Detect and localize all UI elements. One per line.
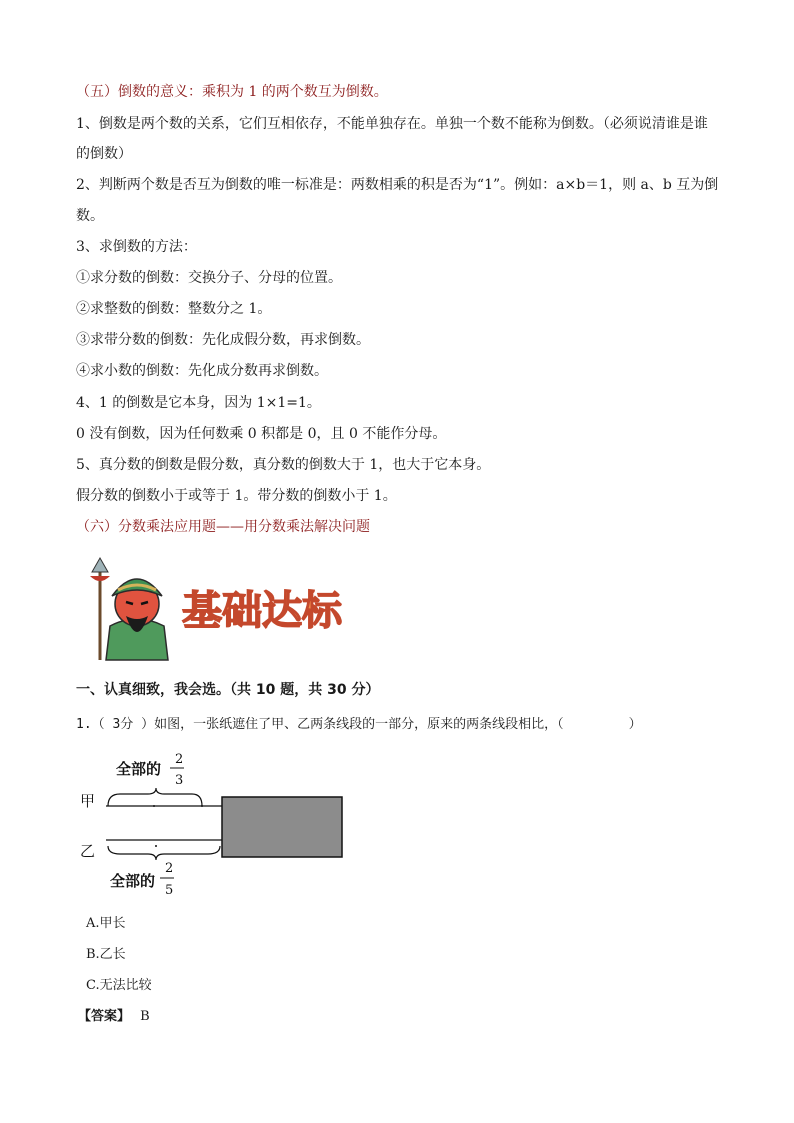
point-4-line-a: 4、1 的倒数是它本身，因为 1×1=1。 (76, 395, 321, 411)
general-mascot-icon (82, 556, 382, 664)
label-jia: 甲 (80, 792, 96, 810)
top-numerator: 2 (175, 752, 184, 767)
point-2-line-a: 2、判断两个数是否互为倒数的唯一标准是：两数相乘的积是否为“1”。例如：a×b＝1，则 a、b 互为倒 (76, 177, 719, 193)
answer-value: B (140, 1009, 150, 1024)
section-six-title: （六）分数乘法应用题——用分数乘法解决问题 (76, 519, 370, 535)
point-5-line-b: 假分数的倒数小于或等于 1。带分数的倒数小于 1。 (76, 488, 397, 504)
top-brace (108, 788, 202, 806)
point-4-line-b: 0 没有倒数，因为任何数乘 0 积都是 0，且 0 不能作分母。 (76, 426, 447, 442)
answer-label: 【答案】 (78, 1009, 131, 1024)
method-4: ④求小数的倒数：先化成分数再求倒数。 (76, 363, 328, 379)
method-1: ①求分数的倒数：交换分子、分母的位置。 (76, 270, 342, 286)
question-1: 1.（ 3分 ）如图，一张纸遮住了甲、乙两条线段的一部分，原来的两条线段相比，（ ） (76, 717, 642, 732)
method-2: ②求整数的倒数：整数分之 1。 (76, 301, 272, 317)
bottom-label: 全部的 (110, 872, 156, 890)
point-1-line-a: 1、倒数是两个数的关系，它们互相依存，不能单独存在。单独一个数不能称为倒数。（必须说清谁是谁 (76, 116, 708, 132)
banner (82, 556, 382, 664)
answer-row (78, 1007, 150, 1027)
option-b[interactable]: B.乙长 (86, 947, 126, 962)
method-3: ③求带分数的倒数：先化成假分数，再求倒数。 (76, 332, 370, 348)
segment-diagram (76, 748, 376, 908)
option-c[interactable]: C.无法比较 (86, 978, 152, 993)
option-a[interactable]: A.甲长 (86, 916, 126, 931)
top-label: 全部的 (116, 760, 162, 778)
point-3: 3、求倒数的方法： (76, 239, 197, 255)
section-five-title: （五）倒数的意义：乘积为 1 的两个数互为倒数。 (76, 84, 388, 100)
point-2-line-b: 数。 (76, 208, 104, 224)
cover-paper (222, 797, 342, 857)
label-yi: 乙 (80, 842, 96, 860)
bottom-numerator: 2 (165, 861, 174, 876)
bottom-denominator: 5 (165, 883, 174, 898)
exercise-heading: 一、认真细致，我会选。（共 10 题，共 30 分） (76, 682, 380, 698)
point-5-line-a: 5、真分数的倒数是假分数，真分数的倒数大于 1，也大于它本身。 (76, 457, 491, 473)
top-denominator: 3 (175, 773, 184, 788)
banner-title: 基础达标 (182, 588, 342, 634)
point-1-line-b: 的倒数） (76, 146, 132, 162)
bottom-brace (108, 846, 220, 860)
